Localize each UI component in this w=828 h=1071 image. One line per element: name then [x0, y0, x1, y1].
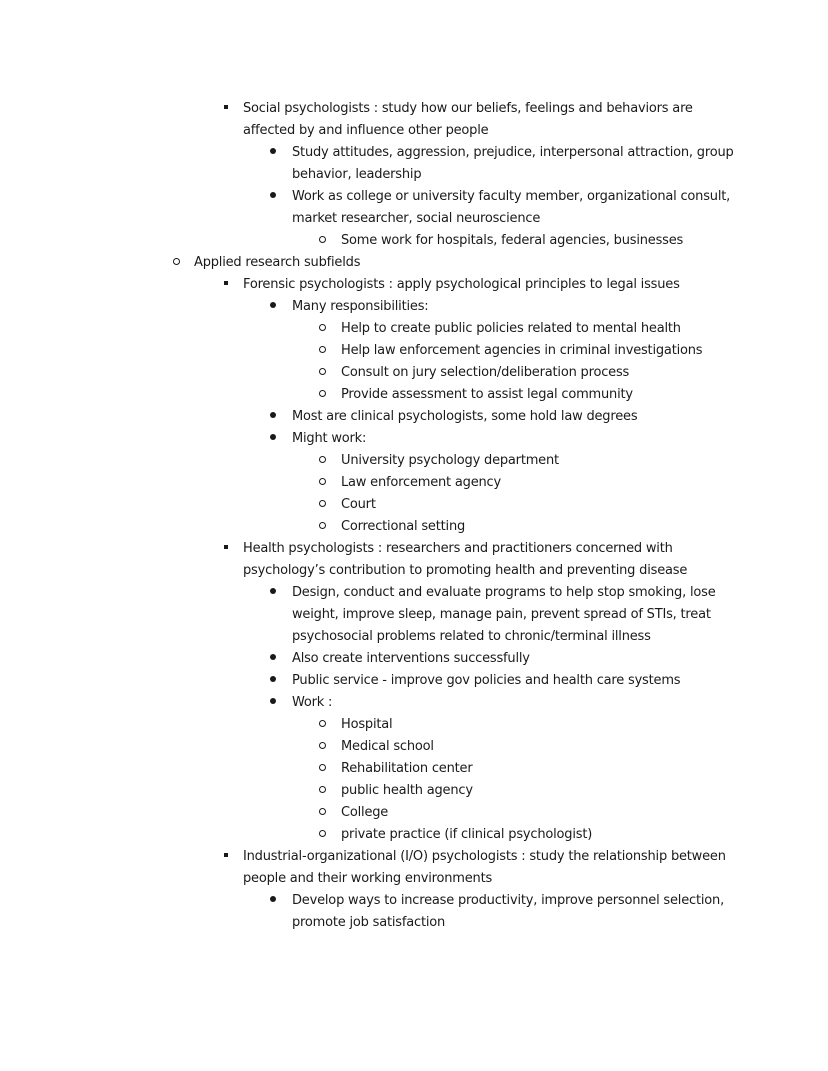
list-item-text: Social psychologists : study how our beliefs, feelings and behaviors are affected by and influence other people [243, 101, 693, 138]
list-item-text: College [341, 805, 389, 820]
list-item-text: Might work: [292, 431, 367, 446]
list-item [341, 230, 741, 252]
list-item-text: public health agency [341, 783, 473, 798]
list-item-text: Work : [292, 695, 333, 710]
list-item-text: Medical school [341, 739, 434, 754]
list-item [292, 648, 737, 670]
list-item [292, 428, 737, 450]
list-item [341, 472, 741, 494]
ring-bullet-icon [314, 494, 330, 516]
dot-bullet-icon [265, 692, 281, 714]
square-bullet-icon [218, 538, 234, 560]
list-item [341, 340, 741, 362]
ring-bullet-icon [314, 824, 330, 846]
document-body [0, 98, 828, 934]
ring-bullet-icon [314, 362, 330, 384]
list-item-text: Public service - improve gov policies and health care systems [292, 673, 681, 688]
dot-bullet-icon [265, 186, 281, 208]
list-item [341, 758, 741, 780]
ring-bullet-icon [314, 384, 330, 406]
ring-bullet-icon [314, 736, 330, 758]
list-item [292, 186, 737, 230]
list-item [341, 780, 741, 802]
list-item [341, 384, 741, 406]
ring-bullet-icon [314, 802, 330, 824]
ring-bullet-icon [314, 714, 330, 736]
list-item-text: Health psychologists : researchers and practitioners concerned with psychology’s contribution to promoting health and preventing disease [243, 541, 688, 578]
list-item [341, 736, 741, 758]
square-bullet-icon [218, 846, 234, 868]
list-item [341, 450, 741, 472]
section-heading-item [194, 252, 754, 274]
list-item [292, 582, 737, 648]
list-item-text: Applied research subfields [194, 255, 361, 270]
list-item-text: Design, conduct and evaluate programs to help stop smoking, lose weight, improve sleep, manage pain, prevent spread of STIs, treat psychosocial problems related to chronic/terminal illness [292, 585, 716, 644]
ring-bullet-icon [314, 340, 330, 362]
list-item [292, 406, 737, 428]
list-item [292, 890, 737, 934]
list-item-text: Help law enforcement agencies in criminal investigations [341, 343, 703, 358]
dot-bullet-icon [265, 582, 281, 604]
list-item [341, 714, 741, 736]
list-item [341, 824, 741, 846]
list-item [243, 98, 733, 142]
list-item-text: Some work for hospitals, federal agencies, businesses [341, 233, 684, 248]
list-item [341, 802, 741, 824]
list-item-text: Rehabilitation center [341, 761, 473, 776]
ring-bullet-icon [314, 450, 330, 472]
list-item [292, 142, 737, 186]
ring-bullet-icon [314, 516, 330, 538]
list-item-text: Many responsibilities: [292, 299, 429, 314]
list-item-text: private practice (if clinical psychologist) [341, 827, 593, 842]
list-item [243, 846, 733, 890]
ring-bullet-icon [168, 252, 184, 274]
list-item-text: Forensic psychologists : apply psychological principles to legal issues [243, 277, 680, 292]
dot-bullet-icon [265, 890, 281, 912]
list-item-text: Industrial-organizational (I/O) psychologists : study the relationship between people and their working environments [243, 849, 726, 886]
list-item-text: Hospital [341, 717, 393, 732]
list-item [341, 494, 741, 516]
ring-bullet-icon [314, 758, 330, 780]
list-item-text: Correctional setting [341, 519, 466, 534]
list-item-text: Also create interventions successfully [292, 651, 530, 666]
list-item-text: Consult on jury selection/deliberation process [341, 365, 630, 380]
list-item [292, 692, 737, 714]
list-item-text: Court [341, 497, 376, 512]
dot-bullet-icon [265, 142, 281, 164]
ring-bullet-icon [314, 318, 330, 340]
ring-bullet-icon [314, 230, 330, 252]
list-item [243, 538, 733, 582]
list-item-text: Develop ways to increase productivity, improve personnel selection, promote job satisfaction [292, 893, 724, 930]
list-item [341, 362, 741, 384]
square-bullet-icon [218, 274, 234, 296]
ring-bullet-icon [314, 472, 330, 494]
list-item [292, 296, 737, 318]
list-item-text: Law enforcement agency [341, 475, 501, 490]
list-item [341, 318, 741, 340]
list-item-text: Most are clinical psychologists, some hold law degrees [292, 409, 638, 424]
dot-bullet-icon [265, 296, 281, 318]
list-item-text: University psychology department [341, 453, 559, 468]
square-bullet-icon [218, 98, 234, 120]
list-item [243, 274, 733, 296]
list-item-text: Study attitudes, aggression, prejudice, interpersonal attraction, group behavior, leadership [292, 145, 734, 182]
list-item-text: Help to create public policies related to mental health [341, 321, 681, 336]
dot-bullet-icon [265, 406, 281, 428]
dot-bullet-icon [265, 670, 281, 692]
list-item [292, 670, 737, 692]
ring-bullet-icon [314, 780, 330, 802]
list-item-text: Work as college or university faculty member, organizational consult, market researcher, social neuroscience [292, 189, 731, 226]
list-item-text: Provide assessment to assist legal community [341, 387, 633, 402]
dot-bullet-icon [265, 428, 281, 450]
dot-bullet-icon [265, 648, 281, 670]
list-item [341, 516, 741, 538]
